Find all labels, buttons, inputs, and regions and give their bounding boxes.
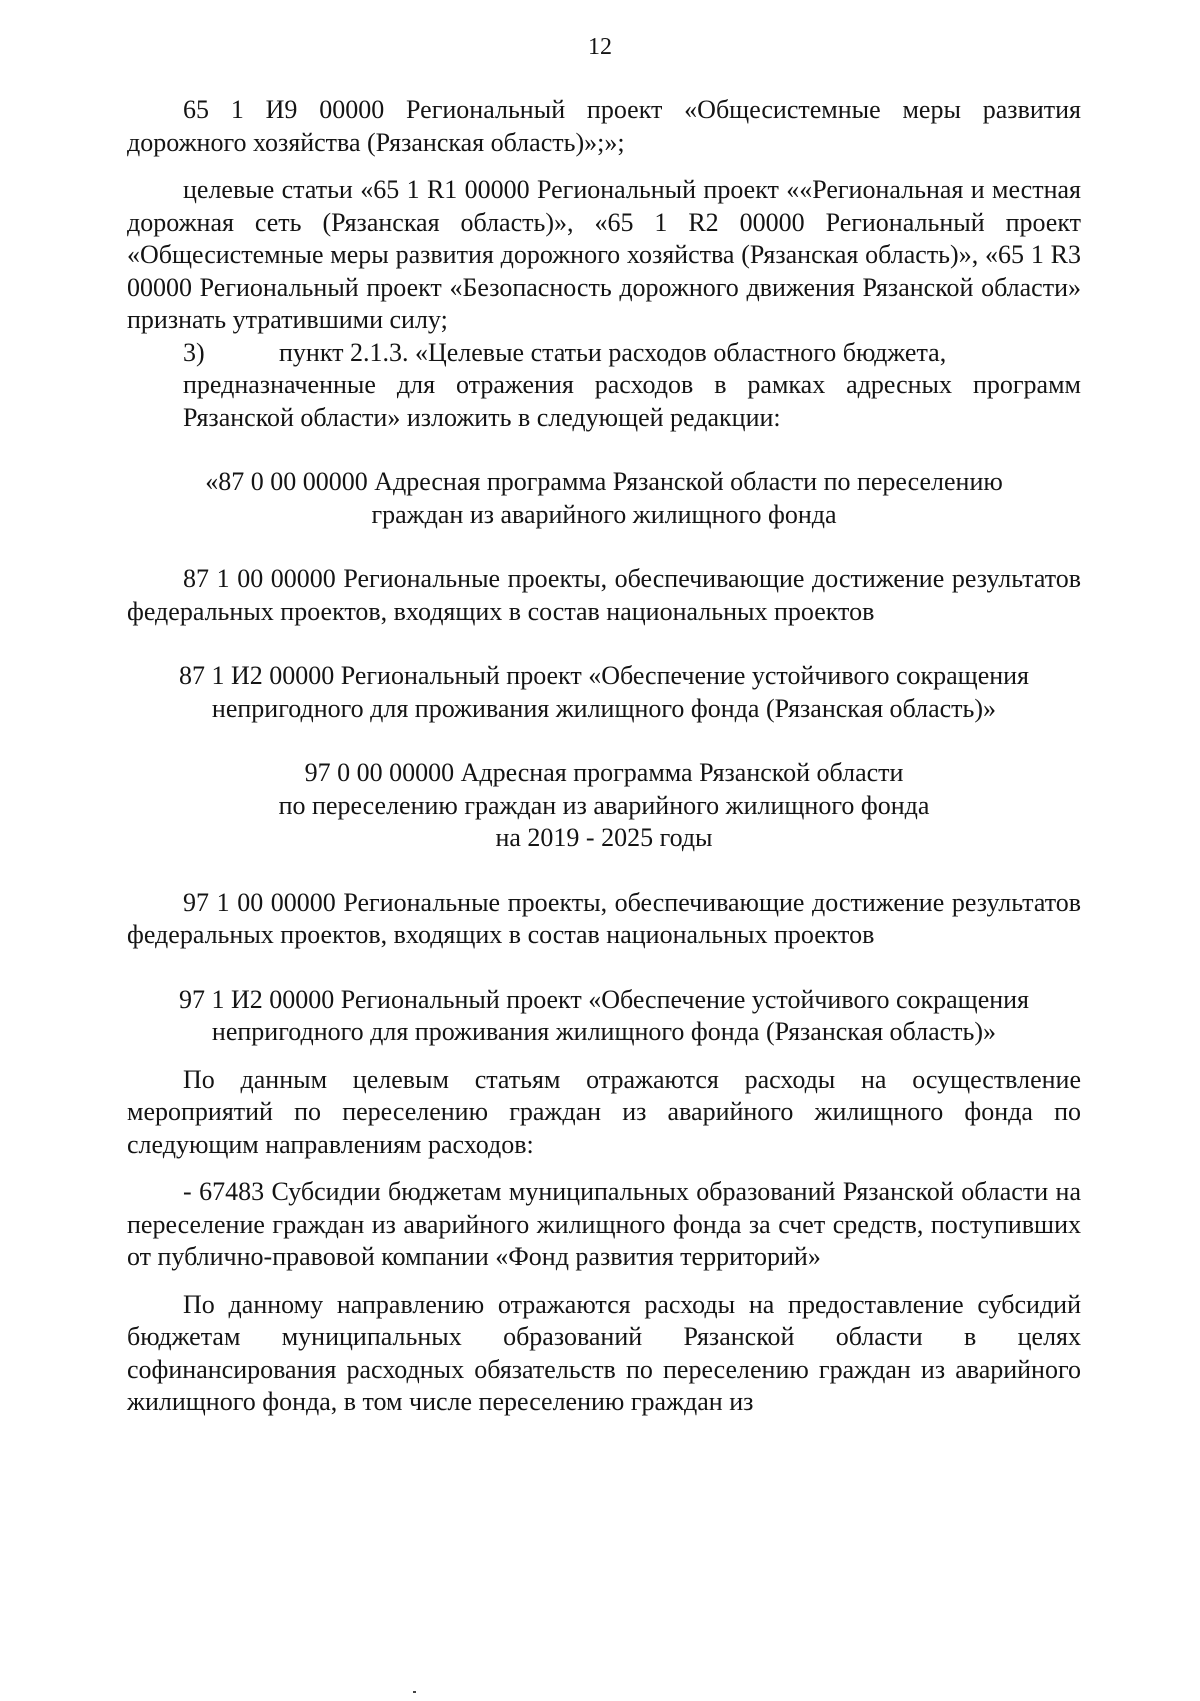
heading-97-i2-project <box>127 984 1081 1049</box>
scan-speck <box>413 1691 416 1693</box>
paragraph-direction-67483: - 67483 Субсидии бюджетам муниципальных образований Рязанской области на переселение граждан из аварийного жилищного фонда за счет средств, поступивших от публично-правовой компании «Фонд развития территорий» <box>127 1177 1081 1271</box>
heading-line: «87 0 00 00000 Адресная программа Рязанской области по переселению <box>205 467 1003 496</box>
paragraph-97-regional-projects: 97 1 00 00000 Региональные проекты, обеспечивающие достижение результатов федеральных проектов, входящих в состав национальных проектов <box>127 887 1081 949</box>
heading-97-program <box>127 757 1081 855</box>
heading-line: граждан из аварийного жилищного фонда <box>371 499 837 529</box>
heading-line: 97 1 И2 00000 Региональный проект «Обеспечение устойчивого сокращения <box>178 984 1030 1014</box>
paragraph-i9-project: 65 1 И9 00000 Региональный проект «Общесистемные меры развития дорожного хозяйства (Рязанская область)»;»; <box>127 95 1081 157</box>
heading-87-program <box>127 466 1081 531</box>
paragraph-87-regional-projects: 87 1 00 00000 Региональные проекты, обеспечивающие достижение результатов федеральных проектов, входящих в состав национальных проектов <box>127 564 1081 626</box>
heading-87-i2-project <box>127 660 1081 725</box>
heading-line: непригодного для проживания жилищного фонда (Рязанская область)» <box>211 693 997 723</box>
heading-line: непригодного для проживания жилищного фонда (Рязанская область)» <box>211 1017 997 1046</box>
document-body <box>127 94 1081 1419</box>
heading-line: на 2019 - 2025 годы <box>495 823 713 852</box>
list-item-number: 3) <box>183 337 205 367</box>
page-number: 12 <box>588 34 612 60</box>
paragraph-target-articles-repealed: целевые статьи «65 1 R1 00000 Региональный проект ««Региональная и местная дорожная сеть (Рязанская область)», «65 1 R2 00000 Региональный проект «Общесистемные меры развития дорожного хозяйства (Рязанская область)», «65 1 R3 00000 Региональный проект «Безопасность дорожного движения Рязанской области» признать утратившими силу; <box>127 175 1081 334</box>
list-item-3-continuation: предназначенные для отражения расходов в рамках адресных программ Рязанской области» изложить в следующей редакции: <box>183 370 1081 432</box>
paragraph-expense-directions: По данным целевым статьям отражаются расходы на осуществление мероприятий по переселению граждан из аварийного жилищного фонда по следующим направлениям расходов: <box>127 1064 1081 1159</box>
list-item-3 <box>127 337 1081 370</box>
heading-line: по переселению граждан из аварийного жилищного фонда <box>278 790 930 820</box>
heading-line: 97 0 00 00000 Адресная программа Рязанской области <box>304 758 904 787</box>
list-item-first-line: пункт 2.1.3. «Целевые статьи расходов областного бюджета, <box>279 337 947 367</box>
heading-line: 87 1 И2 00000 Региональный проект «Обеспечение устойчивого сокращения <box>178 661 1030 690</box>
paragraph-direction-description: По данному направлению отражаются расходы на предоставление субсидий бюджетам муниципальных образований Рязанской области в целях софинансирования расходных обязательств по переселению граждан из аварийного жилищного фонда, в том числе переселению граждан из <box>127 1289 1081 1416</box>
